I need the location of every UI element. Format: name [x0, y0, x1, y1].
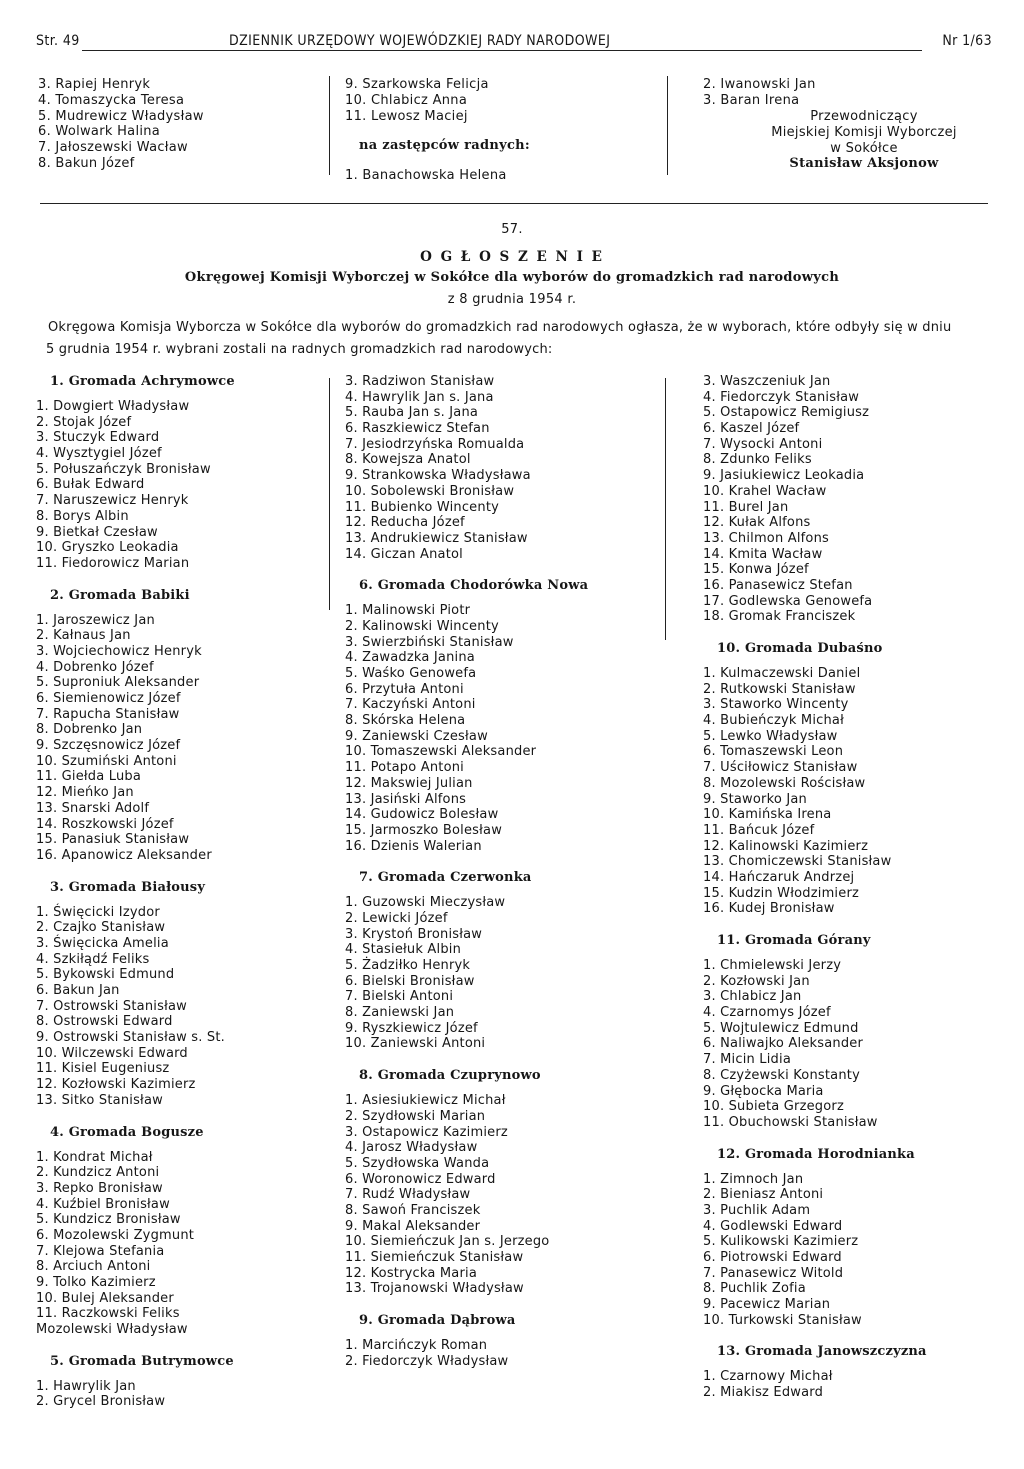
member-item: 1. Kulmaczewski Daniel [703, 666, 861, 681]
member-item: 6. Siemienowicz Józef [36, 691, 181, 706]
member-item: 4. Godlewski Edward [703, 1218, 843, 1234]
member-item: 11. Fiedorowicz Marian [36, 555, 190, 571]
member-item: 14. Gudowicz Bolesław [345, 807, 499, 823]
member-item: 3. Święcicka Amelia [36, 935, 169, 951]
member-item: 13. Andrukiewicz Stanisław [345, 530, 528, 546]
member-item: 2. Szydłowski Marian [345, 1108, 486, 1124]
member-item: 7. Bielski Antoni [345, 989, 454, 1005]
member-item: 7. Wysocki Antoni [703, 436, 823, 452]
group-heading: 6. Gromada Chodorówka Nowa [359, 578, 589, 594]
member-item: 17. Godlewska Genowefa [703, 593, 873, 609]
top-line: 11. Lewosz Maciej [345, 108, 468, 124]
member-item: 10. Siemieńczuk Jan s. Jerzego [345, 1234, 550, 1250]
group-heading: 2. Gromada Babiki [50, 587, 190, 603]
member-item: 6. Tomaszewski Leon [703, 744, 844, 760]
member-item: 7. Rapucha Stanisław [36, 706, 180, 722]
member-item: 10. Szumiński Antoni [36, 753, 177, 769]
member-item: 9. Jasiukiewicz Leokadia [703, 468, 865, 484]
commission-location: w Sokółce [830, 140, 898, 156]
member-item: 9. Staworko Jan [703, 791, 807, 807]
member-item: 1. Marcińczyk Roman [345, 1338, 488, 1354]
member-item: 7. Jesiodrzyńska Romualda [345, 436, 525, 452]
member-item: 3. Ostapowicz Kazimierz [345, 1124, 508, 1140]
member-item: 13. Jasiński Alfons [345, 791, 467, 807]
section-separator [40, 203, 988, 204]
top-line: 5. Mudrewicz Władysław [38, 108, 204, 124]
group-heading: 3. Gromada Białousy [50, 879, 206, 895]
member-item: 4. Bubieńczyk Michał [703, 713, 844, 729]
member-item: 4. Stasiełuk Albin [345, 942, 462, 958]
member-item: 12. Mieńko Jan [36, 785, 134, 801]
member-item: 4. Czarnomys Józef [703, 1005, 831, 1021]
notice-heading: O G Ł O S Z E N I E [420, 249, 604, 265]
member-item: 3. Chlabicz Jan [703, 989, 802, 1005]
member-item: 3. Krystoń Bronisław [345, 926, 483, 942]
member-item: 1. Czarnowy Michał [703, 1369, 833, 1385]
member-item: 16. Apanowicz Aleksander [36, 847, 212, 863]
member-item: 6. Bakun Jan [36, 983, 120, 998]
top-line: 3. Rapiej Henryk [38, 77, 151, 92]
group-heading: 10. Gromada Dubaśno [717, 641, 883, 656]
member-item: 6. Naliwajko Aleksander [703, 1036, 864, 1052]
member-item: 3. Repko Bronisław [36, 1180, 163, 1196]
member-item: 4. Szkiłądź Feliks [36, 951, 150, 967]
member-item: 5. Połuszańczyk Bronisław [36, 461, 211, 477]
member-item: 9. Bietkał Czesław [36, 524, 158, 540]
member-item: 11. Bańcuk Józef [703, 822, 815, 838]
group-heading: 13. Gromada Janowszczyzna [717, 1344, 927, 1360]
notice-date: z 8 grudnia 1954 r. [447, 292, 577, 307]
group-heading: 1. Gromada Achrymowce [50, 374, 235, 389]
member-item: 16. Dzienis Walerian [345, 838, 482, 854]
top-line: 3. Baran Irena [703, 92, 800, 108]
member-item: 2. Bieniasz Antoni [703, 1187, 824, 1203]
member-item: 11. Obuchowski Stanisław [703, 1114, 878, 1130]
member-item: 4. Kuźbiel Bronisław [36, 1196, 170, 1212]
member-item: 7. Kaczyński Antoni [345, 697, 476, 713]
top-column-3 [703, 77, 816, 109]
member-item: 3. Swierzbiński Stanisław [345, 634, 514, 650]
member-item: 9. Szczęsnowicz Józef [36, 738, 181, 754]
member-item: 7. Panasewicz Witold [703, 1265, 844, 1281]
top-line: 7. Jałoszewski Wacław [38, 140, 188, 156]
member-item: 11. Burel Jan [703, 499, 789, 515]
member-item: 8. Mozolewski Rościsław [703, 775, 866, 791]
member-item: 6. Przytuła Antoni [345, 681, 464, 697]
member-item: 10. Zaniewski Antoni [345, 1036, 486, 1052]
member-item: 2. Rutkowski Stanisław [703, 681, 856, 697]
top-line: 8. Bakun Józef [38, 155, 135, 171]
member-item: 9. Pacewicz Marian [703, 1297, 831, 1313]
member-item: 4. Dobrenko Józef [36, 659, 154, 675]
member-item: 8. Puchlik Zofia [703, 1281, 806, 1297]
member-item: 6. Raszkiewicz Stefan [345, 421, 490, 437]
member-item: 1. Jaroszewicz Jan [36, 612, 155, 628]
member-item: 8. Arciuch Antoni [36, 1259, 151, 1275]
member-item: 5. Waśko Genowefa [345, 666, 477, 681]
member-item: 7. Klejowa Stefania [36, 1243, 165, 1259]
member-item: 13. Trojanowski Władysław [345, 1281, 524, 1297]
member-item: 9. Tolko Kazimierz [36, 1275, 156, 1290]
member-item: 7. Naruszewicz Henryk [36, 493, 189, 509]
member-item: 2. Miakisz Edward [703, 1385, 824, 1401]
member-item: 18. Gromak Franciszek [703, 609, 856, 625]
column-divider [665, 378, 666, 640]
top-line: 2. Iwanowski Jan [703, 77, 816, 92]
group-heading: 7. Gromada Czerwonka [359, 870, 532, 886]
member-item: 6. Bułak Edward [36, 477, 145, 493]
member-item: 10. Sobolewski Bronisław [345, 483, 515, 499]
member-item: 2. Czajko Stanisław [36, 920, 166, 936]
member-item: 15. Panasiuk Stanisław [36, 832, 190, 848]
member-item: 3. Puchlik Adam [703, 1202, 811, 1218]
chairman-name: Stanisław Aksjonow [789, 156, 939, 172]
member-item: 12. Reducha Józef [345, 515, 465, 531]
member-item: 9. Makal Aleksander [345, 1218, 481, 1234]
chairman-title: Przewodniczący [810, 109, 918, 124]
member-item: 11. Potapo Antoni [345, 760, 464, 776]
member-item: 9. Zaniewski Czesław [345, 728, 488, 744]
member-item: 5. Rauba Jan s. Jana [345, 405, 479, 421]
member-item: 11. Giełda Luba [36, 769, 142, 785]
member-item: 11. Bubienko Wincenty [345, 499, 500, 515]
member-item: 6. Mozolewski Zygmunt [36, 1227, 195, 1243]
member-item: 12. Kułak Alfons [703, 515, 811, 531]
member-item: 5. Szydłowska Wanda [345, 1155, 490, 1171]
issue-number: Nr 1/63 [942, 33, 992, 49]
member-item: 11. Kisiel Eugeniusz [36, 1061, 170, 1077]
notice-number: 57. [501, 222, 523, 237]
member-item: 4. Hawrylik Jan s. Jana [345, 389, 494, 405]
member-item: 10. Turkowski Stanisław [703, 1312, 862, 1328]
member-item: 8. Zaniewski Jan [345, 1005, 455, 1021]
page-label: Str. 49 [36, 33, 80, 49]
top-line: 1. Banachowska Helena [345, 168, 507, 184]
member-item: 12. Makswiej Julian [345, 775, 473, 791]
member-item: 3. Stuczyk Edward [36, 430, 160, 446]
member-item: 14. Giczan Anatol [345, 546, 463, 562]
member-item: 2. Lewicki Józef [345, 910, 448, 926]
member-item: 8. Zdunko Feliks [703, 452, 812, 468]
member-item: 9. Ryszkiewicz Józef [345, 1020, 478, 1036]
member-item: 8. Czyżewski Konstanty [703, 1067, 860, 1083]
member-item: 15. Konwa Józef [703, 562, 809, 578]
top-line: 9. Szarkowska Felicja [345, 77, 489, 92]
group-heading: 5. Gromada Butrymowce [50, 1353, 234, 1369]
member-item: 6. Bielski Bronisław [345, 973, 475, 989]
member-item: 10. Wilczewski Edward [36, 1045, 188, 1061]
member-item: 5. Bykowski Edmund [36, 967, 175, 983]
member-item: 8. Sawoń Franciszek [345, 1202, 481, 1218]
member-item: 4. Wysztygiel Józef [36, 446, 162, 462]
member-item: 8. Skórska Helena [345, 713, 466, 729]
member-item: 6. Kaszel Józef [703, 421, 800, 437]
list-column-3 [703, 374, 1003, 1401]
member-item: 5. Ostapowicz Remigiusz [703, 405, 870, 421]
group-heading: 12. Gromada Horodnianka [717, 1146, 915, 1162]
member-item: 14. Roszkowski Józef [36, 816, 174, 832]
member-item: 2. Kundzicz Antoni [36, 1165, 160, 1181]
member-item: 11. Siemieńczuk Stanisław [345, 1250, 524, 1265]
signature-block [744, 109, 984, 172]
member-item: 3. Waszczeniuk Jan [703, 374, 831, 389]
member-item: 10. Bulej Aleksander [36, 1290, 174, 1306]
journal-title: DZIENNIK URZĘDOWY WOJEWÓDZKIEJ RADY NARODOWEJ [229, 33, 611, 49]
member-item: 14. Kmita Wacław [703, 546, 823, 562]
notice-body: Okręgowa Komisja Wyborcza w Sokółce dla wyborów do gromadzkich rad narodowych ogłasza, że w wyborach, które odbyły się w dniu 5 grudnia 1954 r. wybrani zostali na radnych gromadzkich rad narodowych: [46, 320, 952, 357]
member-item: 7. Uściłowicz Stanisław [703, 760, 858, 776]
member-item: 12. Kozłowski Kazimierz [36, 1077, 196, 1093]
member-item: 7. Ostrowski Stanisław [36, 998, 187, 1014]
member-item: 3. Wojciechowicz Henryk [36, 643, 202, 659]
member-item: 10. Krahel Wacław [703, 483, 827, 499]
member-item: 5. Żadziłko Henryk [345, 958, 471, 973]
member-item: 1. Kondrat Michał [36, 1149, 153, 1165]
member-item: 1. Malinowski Piotr [345, 603, 471, 619]
top-line: 10. Chlabicz Anna [345, 92, 468, 108]
member-item: 10. Subieta Grzegorz [703, 1099, 844, 1115]
member-item: 9. Głębocka Maria [703, 1083, 824, 1099]
member-item: 13. Chilmon Alfons [703, 530, 829, 546]
list-column-1 [36, 374, 326, 1410]
column-divider [667, 76, 668, 175]
member-item: 3. Staworko Wincenty [703, 697, 849, 713]
member-item: 1. Hawrylik Jan [36, 1378, 136, 1394]
member-item: 11. Raczkowski Feliks [36, 1306, 180, 1322]
member-item: 2. Stojak Józef [36, 414, 132, 430]
commission-name: Miejskiej Komisji Wyborczej [771, 124, 957, 140]
group-heading: 9. Gromada Dąbrowa [359, 1313, 516, 1329]
member-item: 2. Kałnaus Jan [36, 628, 131, 644]
member-item: 10. Gryszko Leokadia [36, 540, 179, 556]
top-column-2 [345, 77, 530, 184]
member-item: 10. Kamińska Irena [703, 807, 832, 823]
member-item: 12. Kostrycka Maria [345, 1265, 477, 1281]
member-item: 1. Dowgiert Władysław [36, 399, 190, 414]
group-heading: 8. Gromada Czuprynowo [359, 1068, 541, 1084]
member-item: 4. Fiedorczyk Stanisław [703, 389, 860, 405]
member-item: 5. Suproniuk Aleksander [36, 675, 200, 691]
member-item: 9. Strankowska Władysława [345, 468, 531, 484]
member-item: 5. Wojtulewicz Edmund [703, 1020, 859, 1036]
top-line: 6. Wolwark Halina [38, 124, 161, 140]
top-line: 4. Tomaszycka Teresa [38, 92, 185, 108]
member-item: 13. Chomiczewski Stanisław [703, 854, 892, 870]
member-item: 9. Ostrowski Stanisław s. St. [36, 1030, 226, 1046]
notice-subheading: Okręgowej Komisji Wyborczej w Sokółce dla wyborów do gromadzkich rad narodowych [184, 270, 840, 285]
member-item: 8. Borys Albin [36, 508, 129, 524]
member-item: 1. Święcicki Izydor [36, 904, 160, 920]
member-item: 2. Grycel Bronisław [36, 1394, 166, 1410]
column-divider [329, 378, 330, 610]
group-heading: 11. Gromada Górany [717, 933, 871, 948]
member-item: 1. Zimnoch Jan [703, 1171, 804, 1187]
member-item: Mozolewski Władysław [36, 1322, 188, 1338]
member-item: 7. Rudź Władysław [345, 1187, 471, 1203]
member-item: 16. Panasewicz Stefan [703, 577, 853, 593]
member-item: 5. Kundzicz Bronisław [36, 1212, 181, 1228]
member-item: 3. Radziwon Stanisław [345, 374, 495, 389]
top-column-1 [38, 77, 204, 172]
deputies-heading: na zastępców radnych: [359, 138, 531, 154]
member-item: 1. Asiesiukiewicz Michał [345, 1093, 506, 1109]
member-item: 8. Dobrenko Jan [36, 722, 143, 738]
member-item: 5. Kulikowski Kazimierz [703, 1234, 859, 1250]
member-item: 8. Kowejsza Anatol [345, 452, 471, 468]
member-item: 1. Guzowski Mieczysław [345, 895, 506, 911]
member-item: 14. Hańczaruk Andrzej [703, 869, 855, 885]
member-item: 15. Kudzin Włodzimierz [703, 885, 860, 901]
member-item: 6. Woronowicz Edward [345, 1171, 496, 1187]
member-item: 13. Snarski Adolf [36, 800, 150, 816]
member-item: 15. Jarmoszko Bolesław [345, 822, 503, 838]
member-item: 6. Piotrowski Edward [703, 1250, 842, 1265]
column-divider [329, 76, 330, 175]
member-item: 10. Tomaszewski Aleksander [345, 744, 537, 760]
member-item: 1. Chmielewski Jerzy [703, 958, 842, 973]
member-item: 12. Kalinowski Kazimierz [703, 838, 869, 854]
member-item: 4. Zawadzka Janina [345, 650, 475, 666]
member-item: 8. Ostrowski Edward [36, 1014, 173, 1030]
member-item: 4. Jarosz Władysław [345, 1140, 478, 1156]
member-item: 2. Kalinowski Wincenty [345, 618, 499, 634]
member-item: 2. Fiedorczyk Władysław [345, 1353, 509, 1369]
list-column-2 [345, 374, 655, 1369]
member-item: 5. Lewko Władysław [703, 728, 838, 744]
running-header [36, 33, 992, 53]
member-item: 2. Kozłowski Jan [703, 973, 810, 989]
member-item: 7. Micin Lidia [703, 1052, 791, 1068]
member-item: 16. Kudej Bronisław [703, 901, 835, 917]
group-heading: 4. Gromada Bogusze [50, 1124, 204, 1140]
header-rule [82, 50, 922, 51]
member-item: 13. Sitko Stanisław [36, 1092, 163, 1108]
